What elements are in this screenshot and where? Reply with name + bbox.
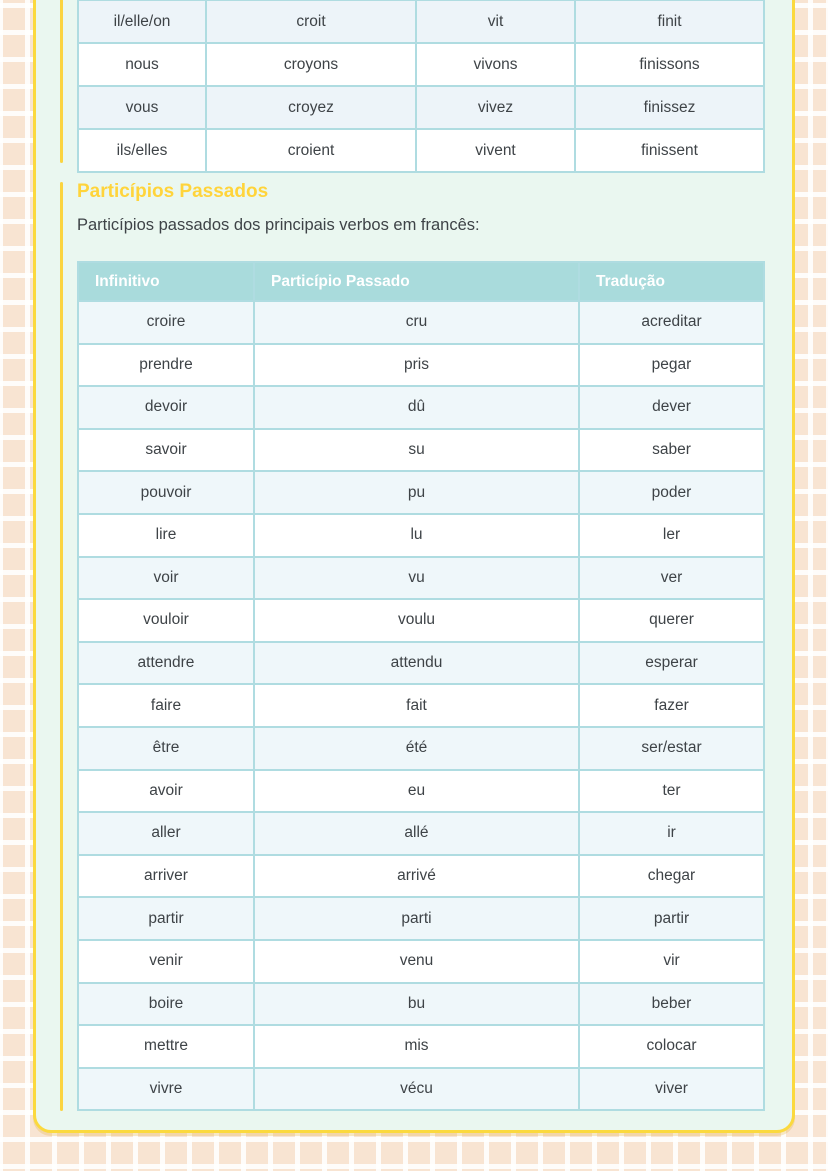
table-row — [78, 386, 764, 429]
table-cell: croyons — [206, 43, 416, 86]
table-row — [78, 684, 764, 727]
section-accent-bar — [60, 182, 63, 1111]
table-cell: finissez — [575, 86, 764, 129]
table-cell: viver — [579, 1068, 764, 1111]
conjugation-section — [77, 0, 763, 173]
section-heading: Particípios Passados — [77, 181, 269, 202]
table-cell: aller — [78, 812, 254, 855]
table-cell: eu — [254, 770, 579, 813]
table-cell: prendre — [78, 344, 254, 387]
table-cell: vit — [416, 0, 575, 43]
table-cell: croient — [206, 129, 416, 172]
table-row — [78, 557, 764, 600]
table-cell: ver — [579, 557, 764, 600]
column-header: Particípio Passado — [254, 262, 579, 301]
card-inner — [36, 0, 792, 1111]
table-row — [78, 1025, 764, 1068]
table-cell: ser/estar — [579, 727, 764, 770]
table-cell: lu — [254, 514, 579, 557]
table-cell: fazer — [579, 684, 764, 727]
table-cell: été — [254, 727, 579, 770]
table-cell: pouvoir — [78, 471, 254, 514]
table-cell: vir — [579, 940, 764, 983]
table-cell: pris — [254, 344, 579, 387]
table-cell: arriver — [78, 855, 254, 898]
table-cell: attendu — [254, 642, 579, 685]
table-cell: su — [254, 429, 579, 472]
table-row — [78, 727, 764, 770]
table-cell: savoir — [78, 429, 254, 472]
table-cell: vivez — [416, 86, 575, 129]
table-cell: mis — [254, 1025, 579, 1068]
table-cell: vivons — [416, 43, 575, 86]
table-row — [78, 599, 764, 642]
table-cell: fait — [254, 684, 579, 727]
table-row — [78, 642, 764, 685]
table-cell: saber — [579, 429, 764, 472]
table-row — [78, 471, 764, 514]
table-cell: croit — [206, 0, 416, 43]
table-cell: partir — [78, 897, 254, 940]
column-header: Tradução — [579, 262, 764, 301]
section-intro: Particípios passados dos principais verbos em francês: — [77, 216, 480, 234]
table-cell: ir — [579, 812, 764, 855]
table-cell: venu — [254, 940, 579, 983]
table-cell: esperar — [579, 642, 764, 685]
table-cell: arrivé — [254, 855, 579, 898]
content-card — [33, 0, 795, 1133]
table-row — [78, 855, 764, 898]
table-row — [78, 812, 764, 855]
table-cell: il/elle/on — [78, 0, 206, 43]
table-cell: pu — [254, 471, 579, 514]
table-row — [78, 129, 764, 172]
table-cell: finit — [575, 0, 764, 43]
table-row — [78, 897, 764, 940]
table-cell: allé — [254, 812, 579, 855]
table-cell: beber — [579, 983, 764, 1026]
table-cell: venir — [78, 940, 254, 983]
table-cell: poder — [579, 471, 764, 514]
table-cell: cru — [254, 301, 579, 344]
table-row — [78, 1068, 764, 1111]
table-row — [78, 514, 764, 557]
table-cell: devoir — [78, 386, 254, 429]
table-cell: partir — [579, 897, 764, 940]
table-cell: boire — [78, 983, 254, 1026]
table-cell: finissent — [575, 129, 764, 172]
table-row — [78, 301, 764, 344]
table-cell: bu — [254, 983, 579, 1026]
table-cell: parti — [254, 897, 579, 940]
table-cell: dever — [579, 386, 764, 429]
table-cell: querer — [579, 599, 764, 642]
participles-table — [77, 261, 765, 1111]
table-cell: voir — [78, 557, 254, 600]
table-row — [78, 0, 764, 43]
table-cell: nous — [78, 43, 206, 86]
table-row — [78, 940, 764, 983]
table-row — [78, 43, 764, 86]
table-cell: vivent — [416, 129, 575, 172]
table-cell: vouloir — [78, 599, 254, 642]
table-cell: voulu — [254, 599, 579, 642]
section-accent-bar — [60, 0, 63, 163]
participles-table-body — [78, 301, 764, 1110]
table-cell: mettre — [78, 1025, 254, 1068]
participles-section — [77, 180, 763, 1111]
table-cell: être — [78, 727, 254, 770]
column-header: Infinitivo — [78, 262, 254, 301]
table-cell: finissons — [575, 43, 764, 86]
conjugation-table-body — [78, 0, 764, 172]
table-cell: dû — [254, 386, 579, 429]
table-row — [78, 983, 764, 1026]
participles-table-head — [78, 262, 764, 301]
table-cell: lire — [78, 514, 254, 557]
table-header-row — [78, 262, 764, 301]
table-row — [78, 86, 764, 129]
table-cell: croire — [78, 301, 254, 344]
table-cell: faire — [78, 684, 254, 727]
table-cell: vivre — [78, 1068, 254, 1111]
table-cell: ter — [579, 770, 764, 813]
table-cell: vu — [254, 557, 579, 600]
table-cell: ler — [579, 514, 764, 557]
table-cell: vous — [78, 86, 206, 129]
table-cell: ils/elles — [78, 129, 206, 172]
conjugation-table — [77, 0, 765, 173]
table-cell: colocar — [579, 1025, 764, 1068]
table-cell: attendre — [78, 642, 254, 685]
table-cell: vécu — [254, 1068, 579, 1111]
table-row — [78, 770, 764, 813]
table-row — [78, 429, 764, 472]
table-cell: croyez — [206, 86, 416, 129]
table-cell: avoir — [78, 770, 254, 813]
table-cell: chegar — [579, 855, 764, 898]
table-row — [78, 344, 764, 387]
table-cell: pegar — [579, 344, 764, 387]
table-cell: acreditar — [579, 301, 764, 344]
